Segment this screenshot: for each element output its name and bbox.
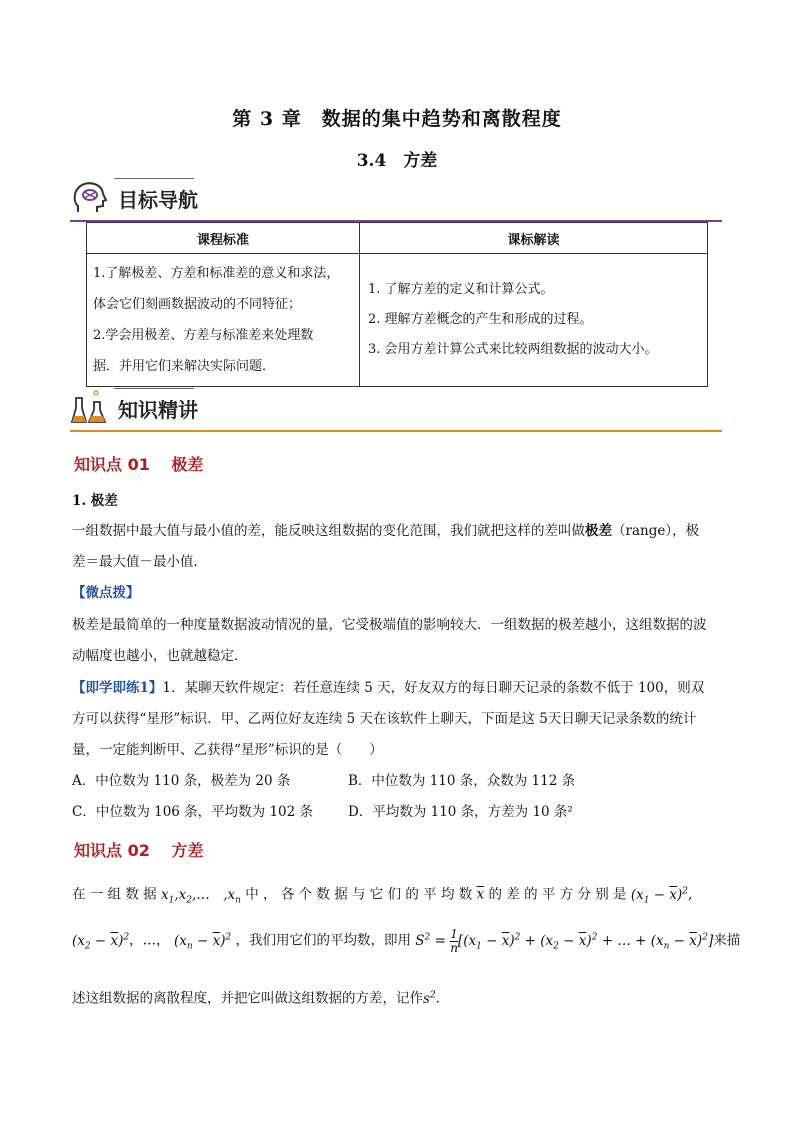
variance-text: 述这组数据的离散程度，并把它叫做这组数据的方差，记作	[72, 990, 423, 1007]
variance-formula: $S^2$ = $\frac{1}{n}$ [$(x_1 - \overline{x})^2 + (x_2 - \overline{x})^2$ + … + $(x_n - \overline{x})^2$]	[415, 926, 714, 955]
header-decor-line	[114, 388, 194, 389]
col2-header: 课标解读	[360, 223, 708, 254]
standards-table	[86, 222, 708, 387]
option-d: D．平均数为 110 条，方差为 10 条²	[348, 804, 573, 820]
col1-line: 1.了解极差、方差和标准差的意义和求法，	[93, 266, 340, 281]
col1-line: 体会它们刻画数据波动的不同特征；	[93, 297, 302, 312]
knowledge-section-header	[70, 388, 722, 432]
kp1-definition	[72, 516, 724, 578]
mean-symbol: $\overline{x}$	[476, 886, 485, 903]
variance-text: ，我们用它们的平均数，即用	[235, 932, 411, 949]
tip-line: 极差是最简单的一种度量数据波动情况的量，它受极端值的影响较大．一组数据的极差越小，这组数据的波	[72, 617, 707, 633]
option-row	[72, 797, 724, 828]
variance-text: 的 差 的 平 方 分 别 是	[488, 886, 627, 903]
nav-heading: 目标导航	[118, 188, 198, 212]
col1-line: 据．并用它们来解决实际问题．	[93, 359, 276, 374]
knowledge-heading: 知识精讲	[118, 398, 198, 422]
kp1-title: 知识点 01 极差	[74, 455, 204, 474]
practice-question	[72, 673, 724, 766]
variance-line-3	[72, 980, 724, 1015]
kp2-title: 知识点 02 方差	[74, 841, 204, 860]
squared-diff-2: $(x_2 - \overline{x})^2$	[72, 932, 130, 952]
lab-flask-icon	[70, 388, 110, 428]
def-text: 一组数据中最大值与最小值的差，能反映这组数据的变化范围，我们就把这样的差叫做	[72, 523, 585, 539]
option-b: B．中位数为 110 条，众数为 112 条	[348, 773, 576, 789]
col2-line: 3. 会用方差计算公式来比较两组数据的波动大小。	[368, 342, 658, 357]
squared-diff-1: $(x_1 - \overline{x})^2$	[630, 886, 688, 906]
variance-text: ．	[435, 990, 450, 1007]
option-a: A．中位数为 110 条，极差为 20 条	[72, 773, 291, 789]
squared-diff-n: $(x_n - \overline{x})^2$	[173, 932, 232, 952]
tip-label: 【微点拨】	[72, 585, 140, 601]
variance-line-1: 在 一 组 数 据 $x_1,x_2,\dots$ $,x_n$ 中 ， 各 个 数 据 与 它 们 的 平 均 数 $\overline{x}$ 的 差 的 平 方 分 别 是 $(x_1 - \overline{x})^2$,	[72, 886, 693, 906]
section-title: 3.4 方差	[356, 151, 438, 171]
practice-line: 方可以获得“星形”标识．甲、乙两位好友连续 5 天在该软件上聊天，下面是这 5天日聊天记录条数的统计	[72, 711, 697, 727]
col2-line: 1. 了解方差的定义和计算公式。	[368, 282, 554, 297]
brain-head-icon	[70, 178, 110, 218]
variance-line-2: $(x_2 - \overline{x})^2$，…， $(x_n - \overline{x})^2$ ，我们用它们的平均数，即用 $S^2$ = $\frac{1}{n}$ [$(x_1 - \overline{x})^2 + (x_2 - \overline{x})^2$ + … + $(x_n - \overline{x})^2$]来描	[72, 926, 741, 955]
kp1-subheading: 1. 极差	[72, 493, 118, 509]
col1-header: 课程标准	[87, 223, 360, 254]
interpretation-cell	[360, 254, 708, 387]
header-decor-line	[114, 178, 194, 179]
nav-section-header	[70, 178, 722, 222]
variance-symbol: $s^2$	[423, 990, 436, 1007]
chapter-title: 第 3 章 数据的集中趋势和离散程度	[232, 108, 562, 130]
tip-text	[72, 610, 724, 672]
def-text: （range），极	[612, 523, 700, 539]
variance-text: 中 ， 各 个 数 据 与 它 们 的 平 均 数	[245, 886, 473, 903]
def-formula: 差＝最大值－最小值．	[72, 554, 207, 570]
course-standard-cell	[87, 254, 360, 387]
tip-line: 动幅度也越小，也就越稳定．	[72, 648, 248, 664]
data-sequence: $x_1,x_2,\dots$ $,x_n$	[160, 886, 241, 906]
practice-label: 【即学即练1】	[72, 680, 163, 696]
knowledge-rule	[70, 430, 722, 432]
variance-text: 在 一 组 数 据	[72, 886, 157, 903]
practice-line: 量，一定能判断甲、乙获得“星形”标识的是（ ）	[72, 742, 383, 758]
def-term: 极差	[585, 523, 612, 539]
option-c: C．中位数为 106 条，平均数为 102 条	[72, 804, 314, 820]
practice-line: 1．某聊天软件规定：若任意连续 5 天，好友双方的每日聊天记录的条数不低于 100，则双	[162, 680, 705, 696]
variance-text: 来描	[713, 932, 741, 949]
option-row	[72, 766, 724, 797]
col2-line: 2. 理解方差概念的产生和形成的过程。	[368, 312, 593, 327]
col1-line: 2.学会用极差、方差与标准差来处理数	[93, 328, 314, 343]
